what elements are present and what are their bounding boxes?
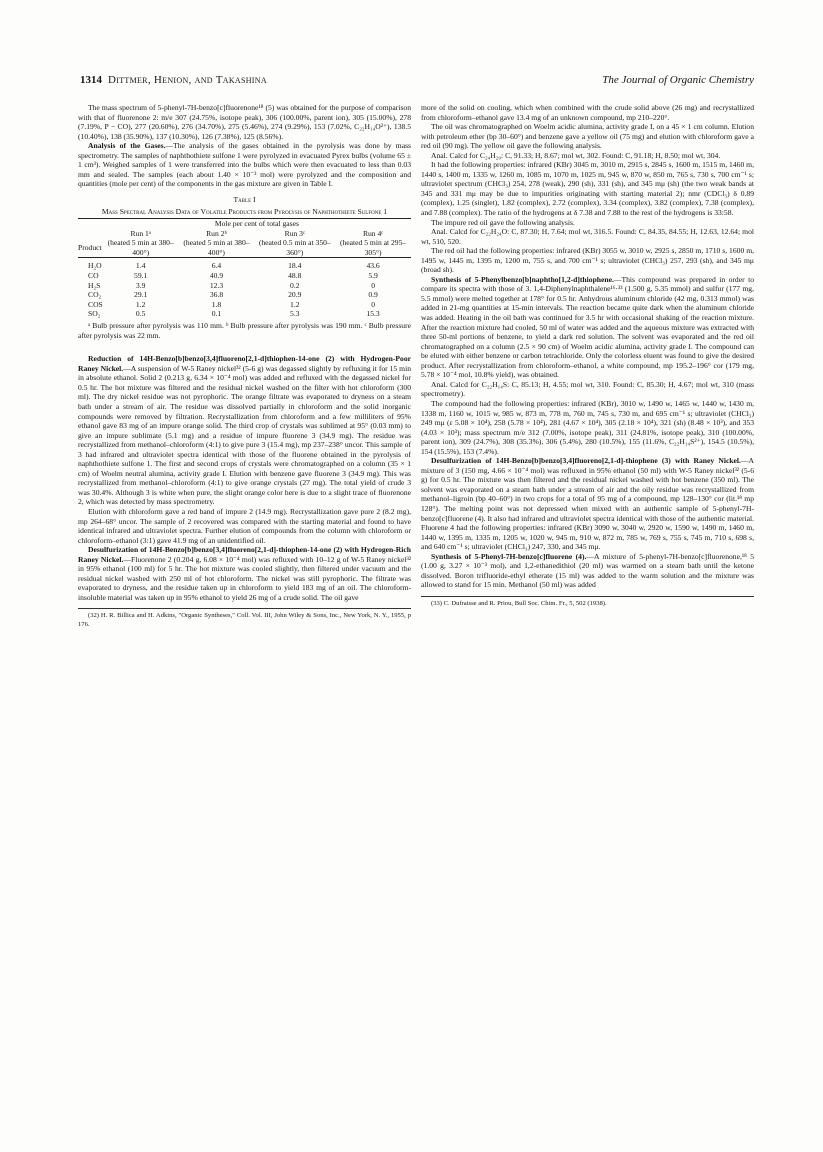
paragraph-chromatography: The oil was chromatographed on Woelm acidic alumina, activity grade I, on a 45 × 1 cm column. Elution with petroleum ether (bp 30–60°) and benzene gave a yellow oil (75 mg) and elution with chloroform gave a red oil (90 mg). The yellow oil gave the following analysis.: [421, 122, 754, 151]
value-cell: 3.9: [135, 280, 146, 290]
column-header-run: Run 1ᵃ: [130, 228, 151, 238]
table-group-header: Mole per cent of total gases: [214, 219, 299, 229]
paragraph-gas-analysis: [78, 141, 411, 189]
value-cell: 6.4: [211, 261, 222, 271]
paragraph-text: —Fluorenone 2 (0.204 g, 6.08 × 10⁻⁴ mol) was refluxed with 10–12 g of W-5 Raney nickel³² in 95% ethanol (100 ml) for 5 hr. The hot mixture was cooled slightly, then filtered under vacuum and the residual nickel washed with 250 ml of hot chloroform. The nickel was still pyrophoric. The filtrate was evaporated to dryness, and the residue taken up in chloroform to yield 183 mg of an oil. The chloroform-insoluble material was taken up in 95% ethanol to yield 26 mg of a crude solid. The oil gave: [78, 554, 411, 602]
column-header-run: Run 3ᶜ: [284, 228, 305, 238]
footnote: (32) H. R. Billica and H. Adkins, "Organic Syntheses," Coll. Vol. III, John Wiley & Sons, Inc., New York, N. Y., 1955, p 176.: [78, 608, 411, 629]
table-header-blank: [78, 219, 103, 229]
paragraph-mass-spectrum: The mass spectrum of 5-phenyl-7H-benzo[c]fluorenone¹⁸ (5) was obtained for the purpose of comparison with that of fluorenone 2: m/e 307 (24.75%, isotope peak), 306 (100.00%, parent ion), 305 (15.00%), 278 (7.19%, P − CO), 277 (20.60%), 276 (34.70%), 275 (5.46%), 274 (9.29%), 153 (7.02%, C₂₂H₁₄O²⁺), 138.5 (10.40%), 138 (35.90%), 137 (10.30%), 126 (7.38%), 125 (8.56%).: [78, 103, 411, 141]
paragraph-continued: more of the solid on cooling, which when combined with the crude solid above (26 mg) and recrystallized from chloroform–ethanol gave 13.4 mg of an unknown compound, mp 210–220°.: [421, 103, 754, 122]
paragraph-properties: It had the following properties: infrared (KBr) 3045 m, 3010 m, 2915 s, 2845 s, 1600 m, 1515 m, 1460 m, 1440 s, 1400 m, 1335 w, 1260 m, 1085 m, 1070 m, 1025 m, 945 w, 870 w, 850 m, 765 s, 730 s, 700 cm⁻¹ s; ultraviolet spectrum (CHCl₃) 254, 278 (weak), 290 (sh), 331 (sh), and 345 mμ (sh) (the two weak bands at 345 and 331 mμ may be due to impurities originating with starting material 2); nmr (CDCl₃) δ 0.89 (complex), 1.25 (singlet), 1.82 (complex), 2.72 (complex), 3.34 (complex), 3.82 (complex), 7.38 (complex), and 7.88 (complex). The ratio of the hydrogens at δ 7.38 and 7.88 to the rest of the hydrogens is 33:58.: [421, 160, 754, 218]
run-in-heading: Desulfurization of 14H-Benzo[b]benzo[3,4]fluoreno[2,1-d]-thiophen-14-one (2) with Hydrogen-Rich Raney Nickel.: [78, 545, 411, 564]
value-cell: 15.3: [366, 309, 380, 319]
footnote: (33) C. Dufraisse and R. Priou, Bull Soc. Chim. Fr., 5, 502 (1938).: [421, 596, 754, 608]
column-header-product: Product: [78, 243, 102, 253]
left-column: [78, 103, 411, 1113]
value-cell: 1.2: [290, 299, 300, 309]
value-cell: 59.1: [134, 271, 148, 281]
product-cell: H₂O: [88, 261, 102, 271]
paragraph-reduction: [78, 354, 411, 507]
value-cell: 1.4: [135, 261, 146, 271]
product-cell: H₂S: [88, 280, 101, 290]
paragraph-text: —The analysis of the gases obtained in the pyrolysis was done by mass spectrometry. The samples of naphthothiete sulfone 1 were pyrolyzed in evacuated Pyrex bulbs (volume 65 ± 1 cm³). Weighed samples of 1 were transferred into the bulbs which were then evacuated to less than 0.03 mm and sealed. The samples (each about 1.40 × 10⁻³ mol) were pyrolyzed and the composition and quantities (mole per cent) of the components in the gas mixture are given in Table I.: [78, 141, 411, 189]
value-cell: 40.9: [209, 271, 224, 281]
right-column: [421, 103, 754, 1113]
column-header-run: Run 2ᵇ: [206, 228, 227, 238]
run-in-heading: Analysis of the Gases.: [88, 141, 166, 151]
table-row: [78, 290, 411, 300]
table-caption: Mass Spectral Analysis Data of Volatile Products from Pyrolysis of Naphthothiete Sulfone 1: [101, 206, 388, 216]
paragraph-properties: The red oil had the following properties: infrared (KBr) 3055 w, 3010 w, 2925 s, 2850 m, 1710 s, 1600 m, 1495 w, 1445 m, 1395 m, 1200 m, 755 s, and 700 cm⁻¹ s; ultraviolet (CHCl₃) 257, 293 (sh), and 345 mμ (broad sh).: [421, 246, 754, 275]
product-cell: CO: [88, 271, 99, 281]
page-header: [80, 74, 754, 90]
value-cell: 5.3: [290, 309, 300, 319]
paragraph-text: —A suspension of W-5 Raney nickel³² (5-6 g) was degassed slightly by refluxing it for 15 min in absolute ethanol. Solid 2 (0.213 g, 6.34 × 10⁻⁴ mol) was added and refluxed with the degassed nickel for 0.5 hr. The hot mixture was filtered and the residual nickel washed on the filter with hot chloroform (300 ml). The dry nickel residue was not pyrophoric. The orange filtrate was evaporated to dryness on a steam bath under a stream of air. The residue was dissolved partially in chloroform and the solid inorganic compounds were removed by filtration. Recrystallization from chloroform and a few milliliters of 95% ethanol gave 83 mg of an impure orange solid. The third crop of crystals was sublimed at 95° (0.03 mm) to give an impure sublimate (5.1 mg) and a residue of impure fluorene 3 (34.9 mg). The residue was recrystallized from methanol–chloroform (4:1) to give pure 3 (15.4 mg), mp 237–238° uncor. This sample of 3 had infrared and ultraviolet spectra identical with those of the fluorene obtained in the pyrolysis of naphthothiete sulfone 1. The first and second crops of crystals were chromatographed on a column (35 × 1 cm) of Woelm neutral alumina, activity grade I. Elution with benzene gave fluorene 3 (34.9 mg). This was recrystallized from methanol–chloroform (4:1) to give orange crystals (27 mg). The total yield of crude 3 was 30.4%. Although 3 is white when pure, the slight orange color here is due to a slight trace of fluorenone 2, which was detected by mass spectrometry.: [78, 363, 411, 507]
product-cell: SO₂: [88, 309, 101, 319]
value-cell: 0.1: [211, 309, 222, 319]
paragraph-synthesis-fluorene: [421, 552, 754, 590]
running-authors: Dittmer, Henion, and Takashina: [108, 74, 267, 86]
value-cell: 18.4: [288, 261, 302, 271]
paragraph-elution: Elution with chloroform gave a red band of impure 2 (14.9 mg). Recrystallization gave pure 2 (8.2 mg), mp 264–68° uncor. The sample of 2 recovered was compared with the starting material and found to have identical infrared and ultraviolet spectra. Further elution of compounds from the column with chloroform or chloroform–ethanol (3:1) gave 41.9 mg of an unidentified oil.: [78, 506, 411, 545]
table-title: Table I: [233, 194, 256, 204]
paragraph-text: —This compound was prepared in order to compare its spectra with those of 3. 1,4-Diphenylnaphthalene¹⁶·³³ (1.500 g, 5.35 mmol) and sulfur (177 mg, 5.5 mmol) were melted together at 178° for 0.5 hr. Anhydrous aluminum chloride (42 mg, 0.313 mmol) was added in 21-mg quantities at 15-min intervals. The reaction became quite dark when the aluminum chloride was added. Heating in the oil bath was continued for 3.5 hr with occasional shaking of the reaction mixture. After the reaction mixture had cooled, 50 ml of water was added and the aqueous mixture was extracted with three 50-ml portions of benzene, to yield a dark red solution. The solvent was evaporated and the red oil chromatographed on a column (2.5 × 90 cm) of Woelm acidic alumina, activity grade I. The compound can be eluted with either benzene or carbon tetrachloride. Only the colorless eluent was found to give the desired product. After recrystallization from chloroform–ethanol, a white compound, mp 195.2–196° cor (179 mg, 5.78 × 10⁻⁴ mol, 10.8% yield), was obtained.: [421, 274, 754, 380]
gas-analysis-table: [78, 218, 411, 319]
paragraph-text: —A mixture of 5-phenyl-7H-benzo[c]fluorenone,¹⁸ 5 (1.00 g, 3.27 × 10⁻³ mol), and 1,2-ethanedithiol (20 ml) was warmed on a steam bath until the ketone dissolved. Boron trifluoride-ethyl etherate (15 ml) was added to the warm solution and the mixture was allowed to stand for 15 min. Methanol (50 ml) was added: [421, 551, 754, 590]
run-in-heading: Desulfurization of 14H-Benzo[b]benzo[3,4]fluoreno[2,1-d]-thiophene (3) with Raney Nickel.: [431, 456, 741, 466]
run-in-heading: Reduction of 14H-Benzo[b]benzo[3,4]fluoreno[2,1-d]thiophen-14-one (2) with Hydrogen-Poor Raney Nickel.: [78, 354, 411, 373]
value-cell: 29.1: [134, 290, 148, 300]
run-in-heading: Synthesis of 5-Phenylbenzo[b]naphtho[1,2-d]thiophene.: [431, 274, 614, 284]
paragraph-synthesis-thiophene: [421, 275, 754, 380]
column-header-condition: (heated 0.5 min at 350–360°): [258, 238, 331, 257]
run-in-heading: Synthesis of 5-Phenyl-7H-benzo[c]fluorene (4).: [431, 551, 587, 561]
column-header-condition: (heated 5 min at 380–400°): [183, 238, 250, 257]
paragraph-desulfurization-3: [421, 456, 754, 551]
value-cell: 12.3: [209, 280, 224, 290]
table-row: [78, 309, 411, 319]
value-cell: 20.9: [288, 290, 302, 300]
paragraph-analysis: Anal. Calcd for C₂₂H₂₄O: C, 87.30; H, 7.64; mol wt, 316.5. Found: C, 84.35, 84.55; H, 12.63, 12.64; mol wt, 510, 520.: [421, 227, 754, 246]
column-header-condition: (heated 5 min at 295–305°): [339, 238, 407, 257]
column-header-run: Run 4ᶜ: [362, 228, 384, 238]
value-cell: 0: [371, 299, 375, 309]
value-cell: 1.8: [211, 299, 222, 309]
table-row: [78, 281, 411, 291]
value-cell: 0.9: [368, 290, 378, 300]
value-cell: 0.2: [290, 280, 300, 290]
table-row: [78, 271, 411, 281]
product-cell: COS: [88, 299, 103, 309]
paragraph-desulfurization: [78, 545, 411, 602]
product-cell: CO₂: [88, 290, 102, 300]
paragraph-properties: The compound had the following properties: infrared (KBr), 3010 w, 1490 w, 1465 w, 1440 w, 1430 m, 1338 m, 1160 w, 1015 w, 985 w, 873 m, 778 m, 760 m, 745 s, 730 m, and 695 cm⁻¹ s; ultraviolet (CHCl₃) 249 mμ (ε 5.08 × 10⁴), 258 (5.78 × 10⁴), 281 (4.67 × 10⁴), 305 (2.18 × 10⁴), 321 (sh) (8.48 × 10³), and 353 (4.03 × 10³); mass spectrum m/e 312 (7.00%, isotope peak), 311 (24.81%, isotope peak), 310 (100.00%, parent ion), 309 (24.7%), 308 (35.3%), 306 (5.4%), 280 (10.5%), 155 (11.6%, C₂₂H₁₄S²⁺), 154.5 (10.5%), 154 (15.5%), 153 (7.4%).: [421, 398, 754, 456]
value-cell: 48.8: [288, 271, 302, 281]
table-row: [78, 258, 411, 271]
value-cell: 1.2: [135, 299, 146, 309]
value-cell: 0: [371, 280, 375, 290]
value-cell: 43.6: [366, 261, 380, 271]
paragraph-analysis: Anal. Calcd for C₂₂H₁₄S: C, 85.13; H, 4.55; mol wt, 310. Found: C, 85.30; H, 4.67; mol wt, 310 (mass spectrometry).: [421, 379, 754, 399]
paragraph-red-oil: The impure red oil gave the following analysis.: [431, 217, 575, 227]
paragraph-analysis: Anal. Calcd for C₂₄H₂₀: C, 91.33; H, 8.67; mol wt, 302. Found: C, 91.18; H, 8.50; mol wt, 304.: [431, 150, 721, 160]
journal-title: The Journal of Organic Chemistry: [602, 74, 754, 86]
paragraph-text: —A mixture of 3 (150 mg, 4.66 × 10⁻⁴ mol) was refluxed in 95% ethanol (50 ml) with W-5 Raney nickel³² (5-6 g) for 0.5 hr. The mixture was then filtered and the residual nickel washed with hot benzene (350 ml). The solvent was evaporated on a steam bath under a stream of air and the oily residue was recrystallized from methanol–ligroin (bp 40–60°) in two crops for a total of 95 mg of a compound, mp 128–130° cor (lit.¹⁸ mp 128°). The melting point was not depressed when mixed with an authentic sample of 5-phenyl-7H-benzo[c]fluorene (4). It also had infrared and ultraviolet spectra identical with those of the authentic material. Fluorene 4 had the following properties: infrared (KBr) 3090 w, 3040 w, 2920 w, 1590 w, 1490 m, 1460 m, 1440 w, 1395 m, 1335 m, 1205 w, 1020 w, 945 m, 910 w, 872 m, 785 w, 769 s, 755 s, 745 m, 710 s, 698 s, and 640 cm⁻¹ s; ultraviolet (CHCl₃) 247, 330, and 345 mμ.: [421, 456, 754, 552]
page-number: 1314: [80, 74, 102, 86]
value-cell: 5.9: [368, 271, 378, 281]
value-cell: 0.5: [135, 309, 146, 319]
table-row: [78, 300, 411, 310]
column-header-condition: (heated 5 min at 380–400°): [107, 238, 174, 257]
table-notes: ᵃ Bulb pressure after pyrolysis was 110 mm. ᵇ Bulb pressure after pyrolysis was 190 mm. ᶜ Bulb pressure after pyrolysis was 22 mm.: [78, 321, 411, 340]
value-cell: 36.8: [209, 290, 224, 300]
